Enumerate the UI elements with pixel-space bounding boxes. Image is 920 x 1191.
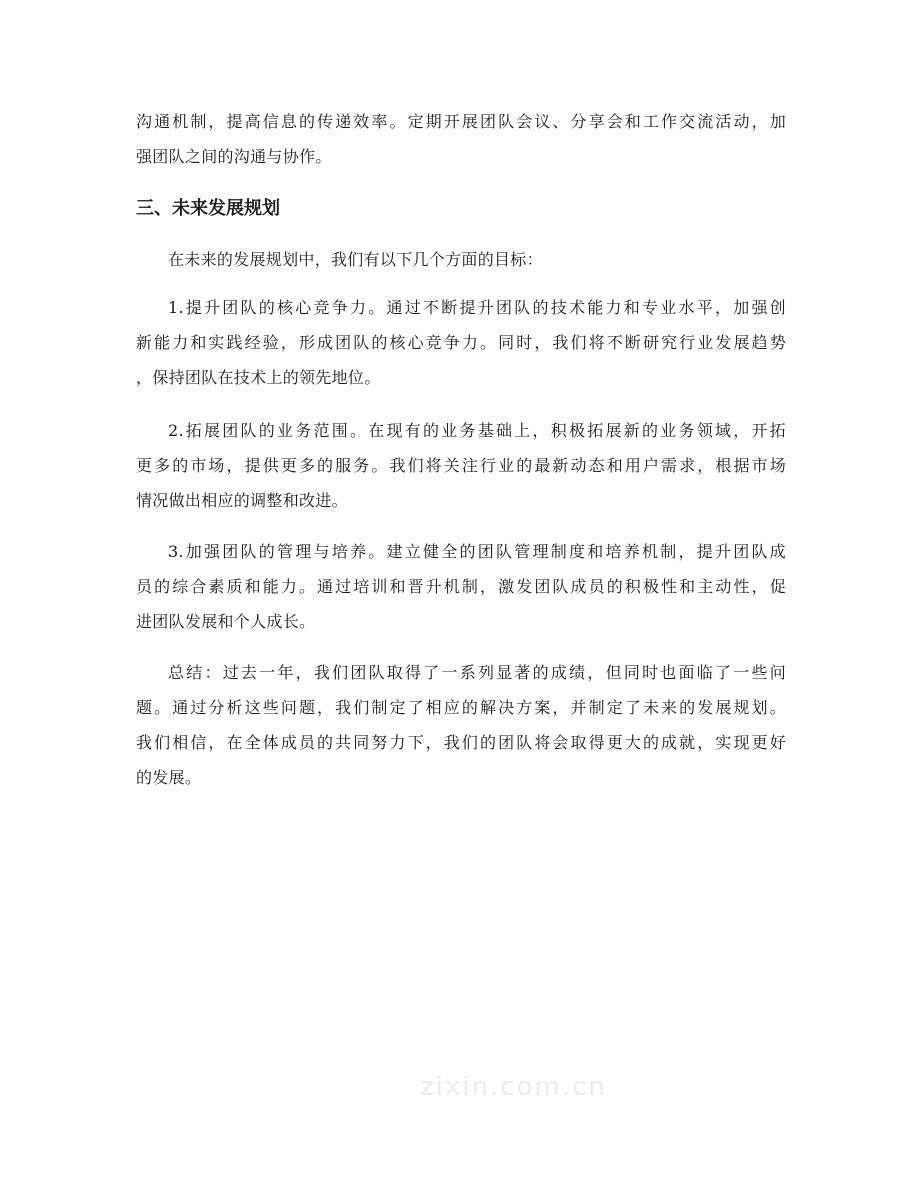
watermark: zixin.com.cn — [420, 1072, 607, 1102]
goal-1-line: 1.提升团队的核心竞争力。通过不断提升团队的技术能力和专业水平，加强创 — [168, 298, 786, 317]
goal-1-line: ，保持团队在技术上的领先地位。 — [136, 368, 381, 387]
section-heading: 三、未来发展规划 — [136, 198, 280, 219]
goal-2-line: 情况做出相应的调整和改进。 — [136, 491, 348, 510]
summary-line: 我们相信，在全体成员的共同努力下，我们的团队将会取得更大的成就，实现更好 — [136, 733, 786, 752]
paragraph-line: 沟通机制，提高信息的传递效率。定期开展团队会议、分享会和工作交流活动，加 — [136, 112, 786, 131]
goal-3-line: 进团队发展和个人成长。 — [136, 612, 316, 631]
goal-2-line: 更多的市场，提供更多的服务。我们将关注行业的最新动态和用户需求，根据市场 — [136, 456, 786, 475]
goal-3-line: 3.加强团队的管理与培养。建立健全的团队管理制度和培养机制，提升团队成 — [168, 542, 786, 561]
goal-2-line: 2.拓展团队的业务范围。在现有的业务基础上，积极拓展新的业务领域，开拓 — [168, 421, 786, 440]
summary-line: 总结：过去一年，我们团队取得了一系列显著的成绩，但同时也面临了一些问 — [168, 663, 786, 682]
section-intro: 在未来的发展规划中，我们有以下几个方面的目标： — [168, 250, 543, 269]
paragraph-line: 强团队之间的沟通与协作。 — [136, 147, 332, 166]
summary-line: 题。通过分析这些问题，我们制定了相应的解决方案，并制定了未来的发展规划。 — [136, 698, 786, 717]
goal-1-line: 新能力和实践经验，形成团队的核心竞争力。同时，我们将不断研究行业发展趋势 — [136, 333, 786, 352]
goal-3-line: 员的综合素质和能力。通过培训和晋升机制，激发团队成员的积极性和主动性，促 — [136, 577, 786, 596]
summary-line: 的发展。 — [136, 768, 202, 787]
